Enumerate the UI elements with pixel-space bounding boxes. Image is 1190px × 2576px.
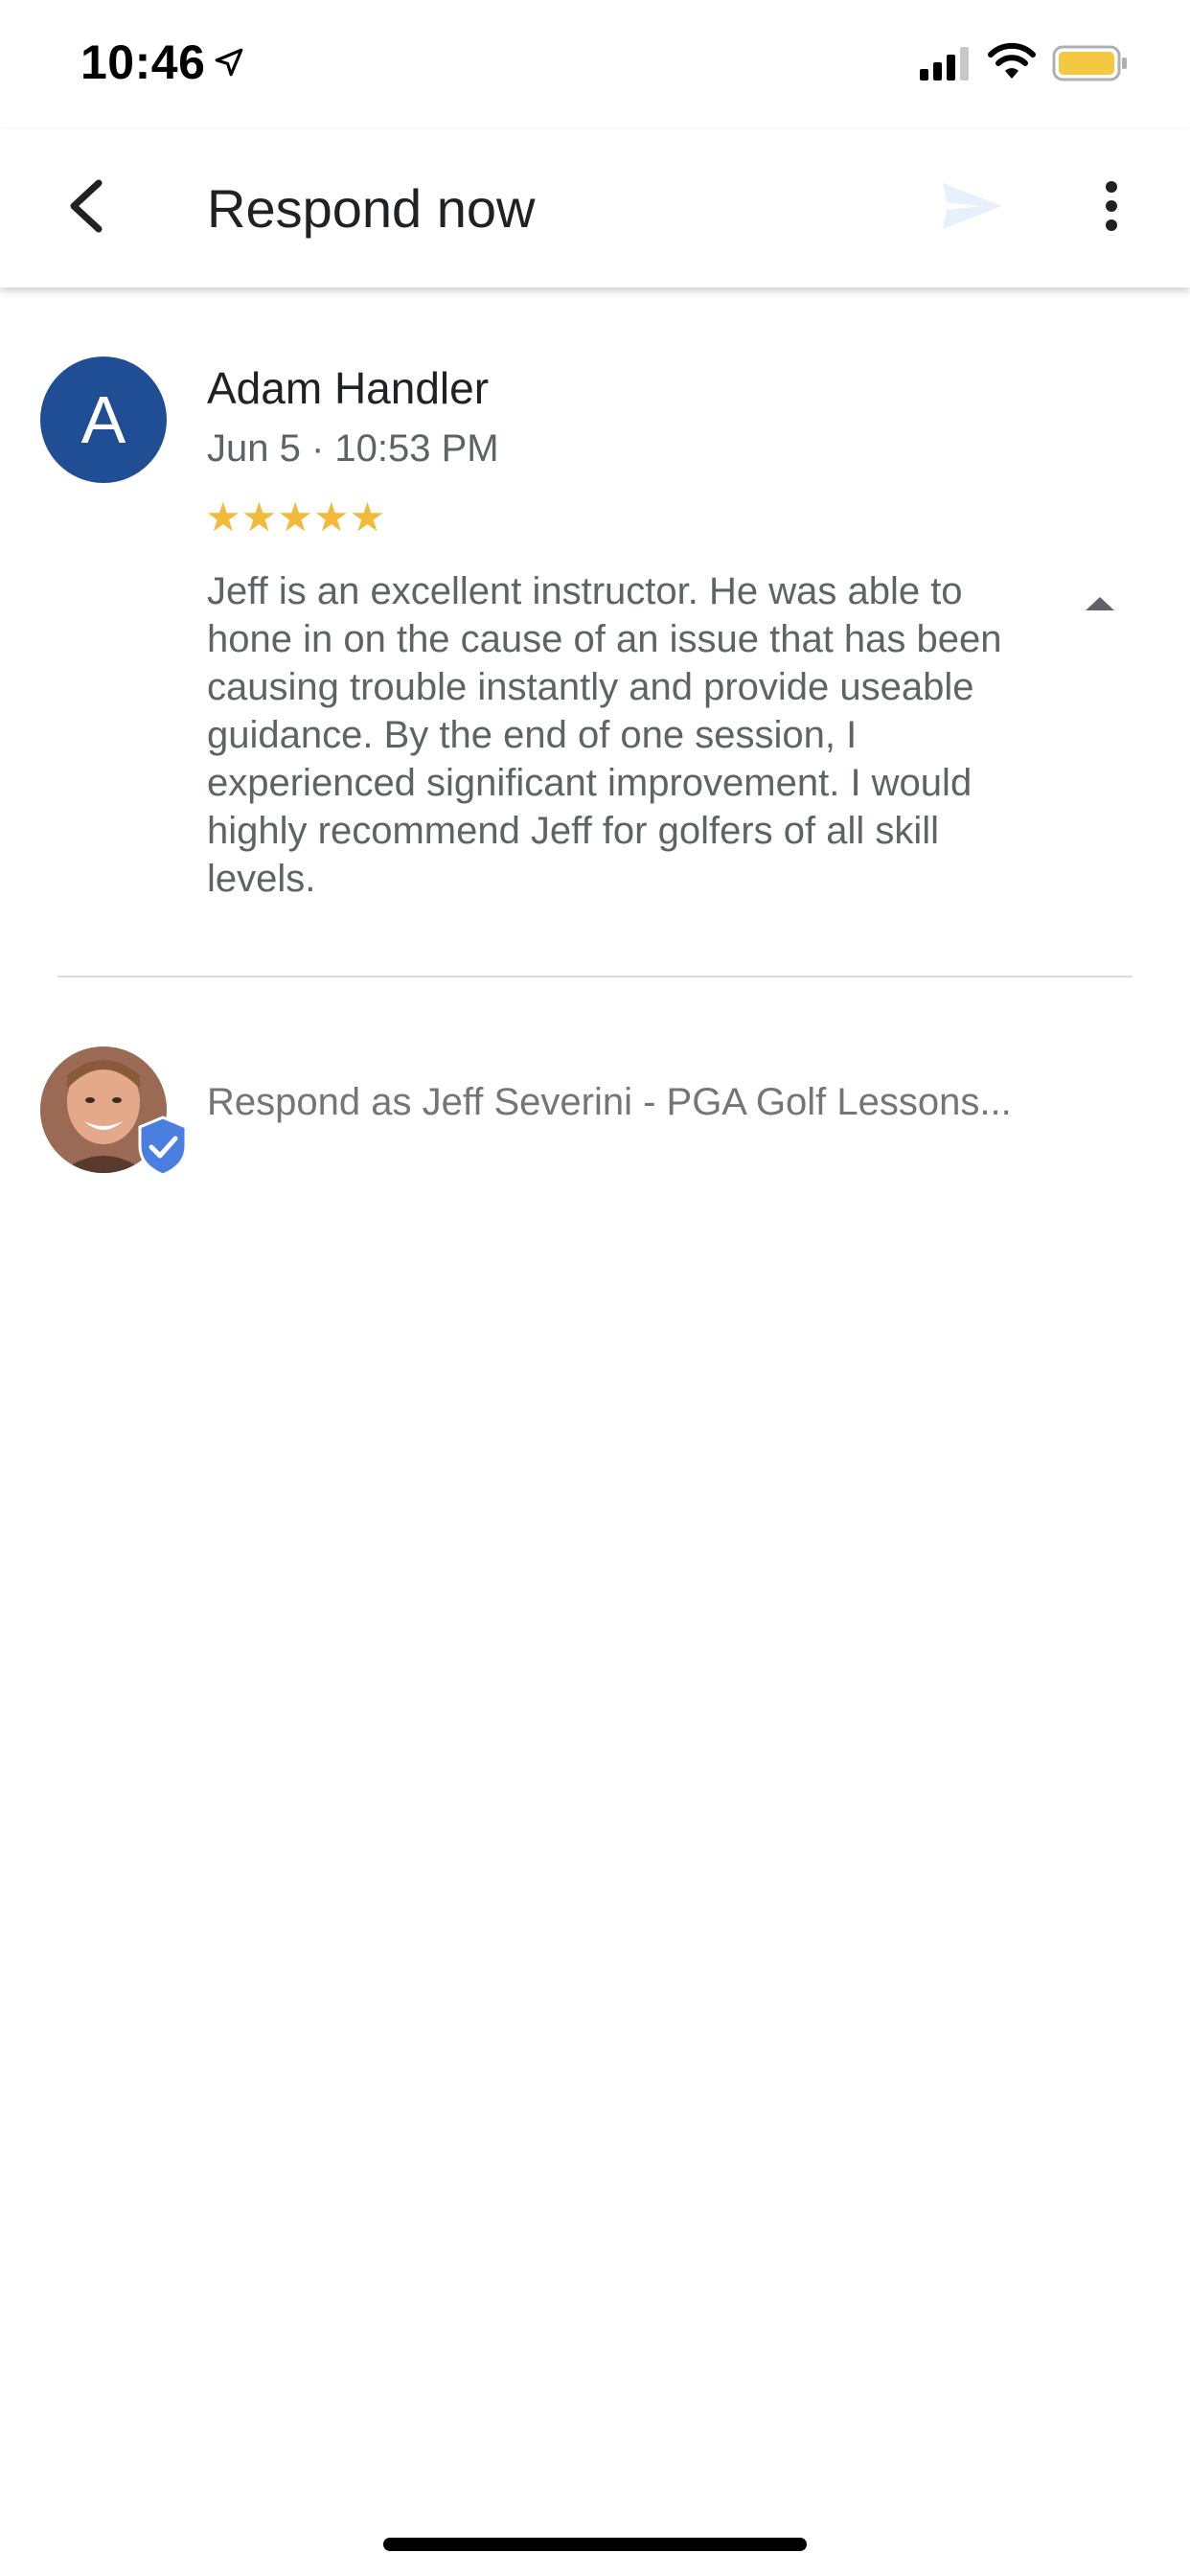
chevron-left-icon bbox=[62, 177, 110, 235]
collapse-review-button[interactable] bbox=[1071, 585, 1129, 623]
wifi-icon bbox=[987, 42, 1037, 80]
divider bbox=[57, 976, 1133, 978]
review-text: Jeff is an excellent instructor. He was able to hone in on the cause of an issue that has been causing trouble instantly and provide useable guidance. By the end of one session, I experienced significant improvement. I would highly recommend Jeff for golfers of all skill levels. bbox=[207, 570, 1002, 900]
status-bar bbox=[0, 0, 1190, 129]
app-bar bbox=[0, 129, 1190, 288]
review-date: Jun 5 · 10:53 PM bbox=[207, 427, 499, 470]
respond-input[interactable] bbox=[207, 1081, 1127, 1124]
star-icon: ★ bbox=[277, 494, 313, 540]
status-time: 10:46 bbox=[80, 35, 206, 89]
home-indicator bbox=[383, 2538, 807, 2551]
star-rating bbox=[205, 496, 385, 539]
battery-icon bbox=[1052, 44, 1129, 82]
star-icon: ★ bbox=[205, 494, 241, 540]
send-icon bbox=[941, 179, 1004, 233]
verified-shield-icon bbox=[136, 1116, 190, 1177]
star-icon: ★ bbox=[240, 494, 278, 540]
cellular-signal-icon bbox=[918, 46, 972, 80]
arrow-drop-up-icon bbox=[1084, 595, 1116, 612]
star-icon: ★ bbox=[312, 494, 350, 540]
location-arrow-icon bbox=[213, 46, 245, 79]
more-options-button[interactable] bbox=[1073, 168, 1150, 244]
star-icon: ★ bbox=[349, 494, 386, 540]
reviewer-name: Adam Handler bbox=[207, 363, 490, 413]
responder-avatar-group bbox=[40, 1046, 194, 1181]
back-button[interactable] bbox=[48, 168, 125, 244]
send-button[interactable] bbox=[929, 168, 1016, 244]
reviewer-avatar: A bbox=[40, 356, 167, 483]
more-vert-icon bbox=[1102, 179, 1121, 233]
page-title: Respond now bbox=[207, 178, 536, 239]
